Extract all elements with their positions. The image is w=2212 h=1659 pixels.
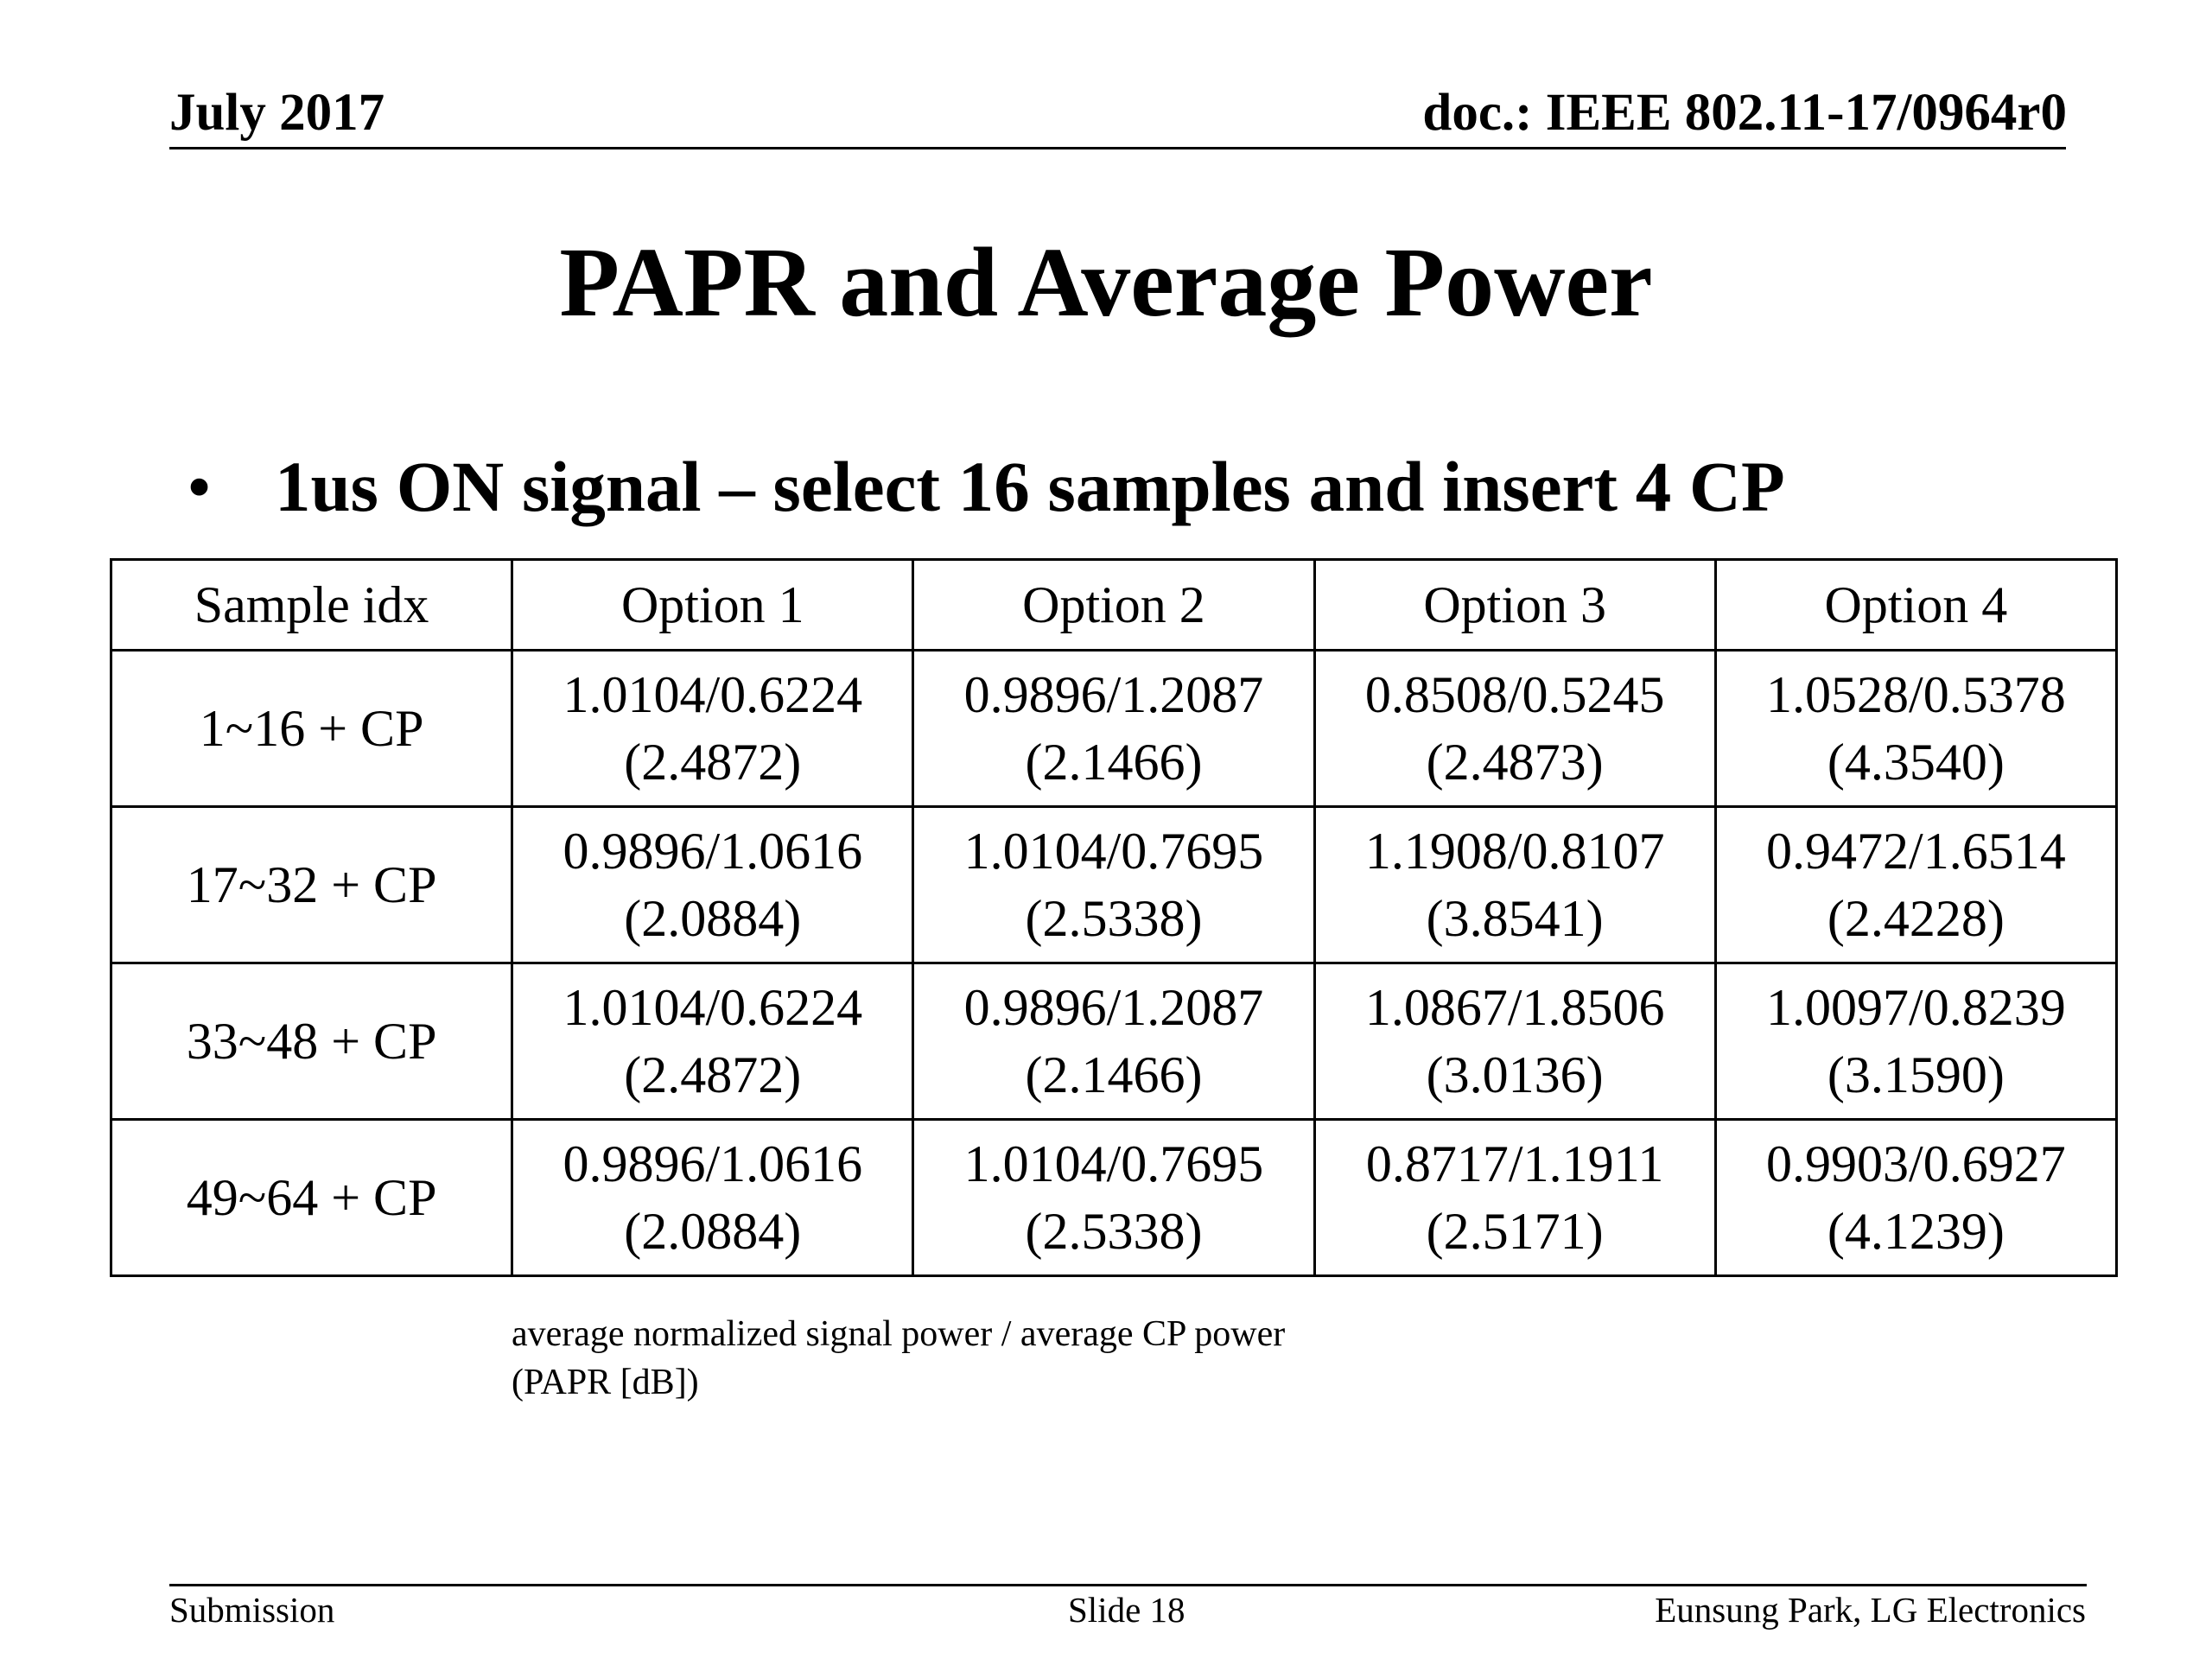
cell-power: 1.0528/0.5378 (1766, 666, 2066, 723)
table-cell (1715, 807, 2116, 963)
cell-papr: (3.8541) (1426, 890, 1604, 947)
cell-power: 0.8508/0.5245 (1364, 666, 1665, 723)
cell-power: 0.9896/1.0616 (563, 823, 863, 880)
cell-power: 1.0104/0.7695 (963, 823, 1264, 880)
footer-divider (169, 1584, 2087, 1586)
bullet-text: 1us ON signal – select 16 samples and insert 4 CP (275, 447, 1785, 526)
cell-papr: (2.1466) (1025, 1046, 1203, 1103)
footer-slide-number: Slide 18 (1068, 1590, 1185, 1630)
caption-line-2: (PAPR [dB]) (512, 1363, 699, 1402)
row-label: 17~32 + CP (111, 807, 512, 963)
cell-papr: (4.3540) (1827, 734, 2005, 791)
cell-power: 1.0104/0.6224 (563, 666, 863, 723)
table-cell (1314, 1120, 1715, 1276)
cell-papr: (2.0884) (624, 1203, 802, 1260)
bullet-icon: • (187, 447, 213, 526)
row-label: 1~16 + CP (111, 651, 512, 807)
table-cell (1314, 807, 1715, 963)
cell-power: 0.8717/1.1911 (1365, 1135, 1664, 1192)
table-row (111, 807, 2117, 963)
column-header-sample-idx: Sample idx (111, 560, 512, 651)
table-cell (1314, 963, 1715, 1120)
papr-table (110, 558, 2118, 1277)
cell-power: 1.0104/0.6224 (563, 979, 863, 1036)
cell-power: 0.9903/0.6927 (1766, 1135, 2066, 1192)
table-cell (1314, 651, 1715, 807)
cell-papr: (2.4872) (624, 1046, 802, 1103)
table-caption (512, 1310, 1285, 1407)
header-doc-id: doc.: IEEE 802.11-17/0964r0 (1422, 84, 2067, 142)
column-header-option-3: Option 3 (1314, 560, 1715, 651)
cell-papr: (2.5171) (1426, 1203, 1604, 1260)
footer-author: Eunsung Park, LG Electronics (1655, 1590, 2086, 1630)
table-row (111, 651, 2117, 807)
cell-papr: (4.1239) (1827, 1203, 2005, 1260)
table-cell (512, 963, 913, 1120)
bullet-point (187, 447, 1785, 526)
row-label: 49~64 + CP (111, 1120, 512, 1276)
cell-papr: (3.0136) (1426, 1046, 1604, 1103)
cell-papr: (3.1590) (1827, 1046, 2005, 1103)
row-label: 33~48 + CP (111, 963, 512, 1120)
cell-power: 1.0867/1.8506 (1364, 979, 1665, 1036)
cell-power: 0.9896/1.2087 (963, 666, 1264, 723)
header-divider (169, 147, 2066, 149)
cell-power: 0.9472/1.6514 (1766, 823, 2066, 880)
cell-power: 0.9896/1.2087 (963, 979, 1264, 1036)
table-row (111, 1120, 2117, 1276)
table-cell (1715, 1120, 2116, 1276)
cell-papr: (2.4872) (624, 734, 802, 791)
cell-papr: (2.5338) (1025, 890, 1203, 947)
cell-papr: (2.5338) (1025, 1203, 1203, 1260)
table-cell (1715, 963, 2116, 1120)
table-cell (913, 1120, 1314, 1276)
table-cell (913, 651, 1314, 807)
table-cell (913, 807, 1314, 963)
table-cell (913, 963, 1314, 1120)
cell-power: 0.9896/1.0616 (563, 1135, 863, 1192)
cell-papr: (2.4228) (1827, 890, 2005, 947)
column-header-option-1: Option 1 (512, 560, 913, 651)
table-cell (512, 651, 913, 807)
column-header-option-4: Option 4 (1715, 560, 2116, 651)
cell-papr: (2.4873) (1426, 734, 1604, 791)
slide-title: PAPR and Average Power (559, 227, 1653, 337)
table-row (111, 963, 2117, 1120)
table-cell (1715, 651, 2116, 807)
cell-power: 1.0097/0.8239 (1766, 979, 2066, 1036)
column-header-option-2: Option 2 (913, 560, 1314, 651)
cell-papr: (2.1466) (1025, 734, 1203, 791)
table-cell (512, 1120, 913, 1276)
caption-line-1: average normalized signal power / average CP power (512, 1314, 1286, 1354)
cell-power: 1.0104/0.7695 (963, 1135, 1264, 1192)
header-date: July 2017 (169, 84, 385, 142)
footer-submission: Submission (169, 1590, 335, 1630)
cell-papr: (2.0884) (624, 890, 802, 947)
table-header-row (111, 560, 2117, 651)
table-cell (512, 807, 913, 963)
cell-power: 1.1908/0.8107 (1364, 823, 1665, 880)
